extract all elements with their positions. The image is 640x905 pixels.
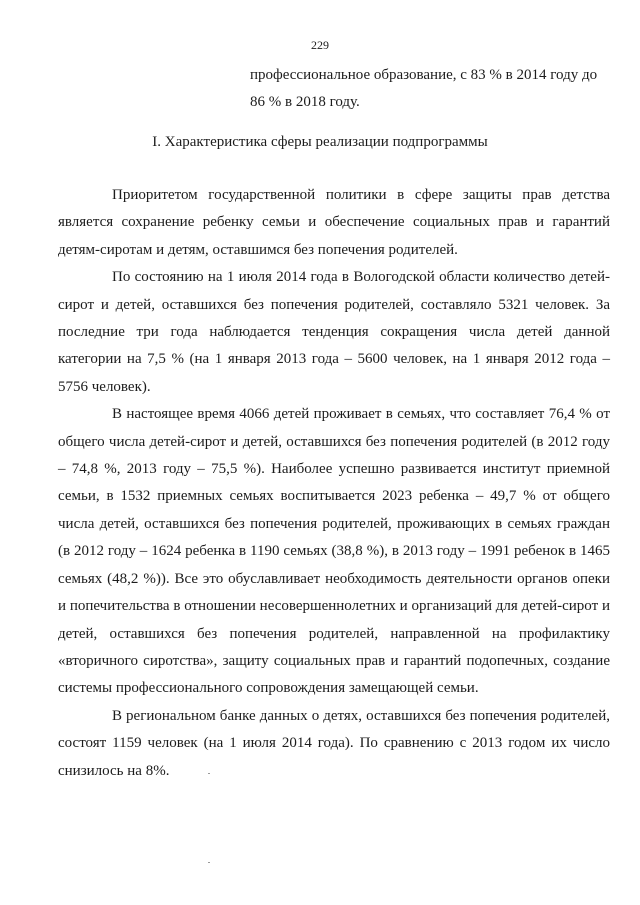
body-text [58,182,610,785]
paragraph: Приоритетом государственной политики в сфере защиты прав детства является сохранение ребенку семьи и обеспечение социальных прав и гарантий детям-сиротам и детям, оставшимся без попечения родителей. [58,187,610,258]
section-heading: I. Характеристика сферы реализации подпрограммы [152,134,488,150]
paragraph: В настоящее время 4066 детей проживает в семьях, что составляет 76,4 % от общего числа детей-сирот и детей, оставшихся без попечения родителей (в 2012 году – 74,8 %, 2013 году – 75,5 %). Наиболее успешно развивается институт приемной семьи, в 1532 приемных семьях воспитывается 2023 ребенка – 49,7 % от общего числа детей, оставшихся без попечения родителей, проживающих в семьях граждан (в 2012 году – 1624 ребенка в 1190 семьях (38,8 %), в 2013 году – 1991 ребенок в 1465 семьях (48,2 %)). Все это обуславливает необходимость деятельности органов опеки и попечительства в отношении несовершеннолетних и организаций для детей-сирот и детей, оставшихся без попечения родителей, направленной на профилактику «вторичного сиротства», защиту социальных прав и гарантий подопечных, создание системы профессионального сопровождения замещающей семьи. [58,406,610,697]
scan-speck [208,862,210,863]
continuation-text: профессиональное образование, с 83 % в 2014 году до 86 % в 2018 году. [250,67,598,110]
paragraph: По состоянию на 1 июля 2014 года в Вологодской области количество детей-сирот и детей, оставшихся без попечения родителей, составляло 5321 человек. За последние три года наблюдается тенденция сокращения числа детей данной категории на 7,5 % (на 1 января 2013 года – 5600 человек, на 1 января 2012 года – 5756 человек). [58,269,610,395]
scan-speck [208,773,210,774]
paragraph: В региональном банке данных о детях, оставшихся без попечения родителей, состоят 1159 человек (на 1 июля 2014 года). По сравнению с 2013 годом их число снизилось на 8%. [58,707,610,779]
page-number: 229 [311,38,329,52]
